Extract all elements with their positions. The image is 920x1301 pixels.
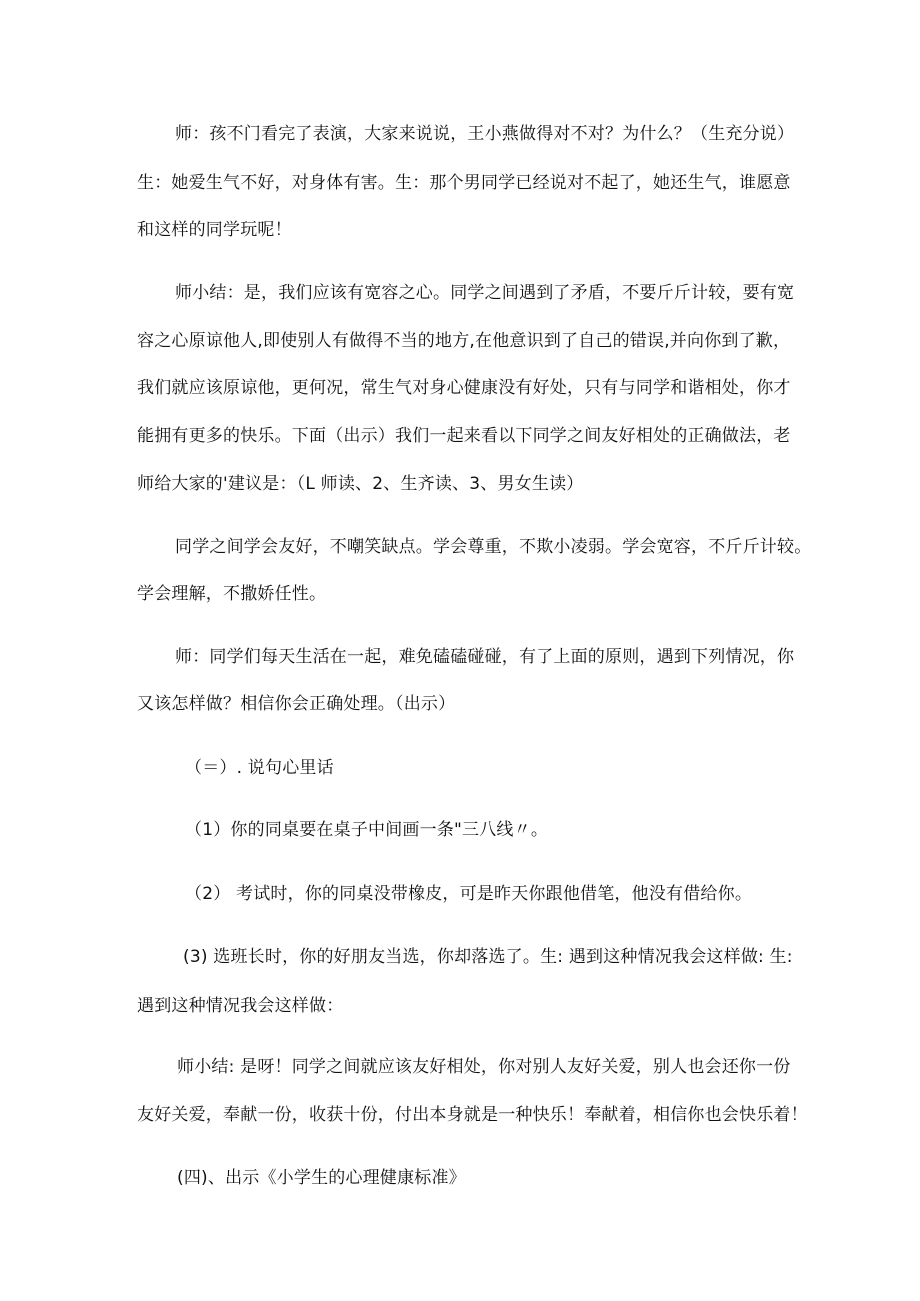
- paragraph-2-line-2: 容之心原谅他人,即使别人有做得不当的地方,在他意识到了自己的错误,并向你到了歉，: [137, 331, 791, 351]
- list-item-2: （2） 考试时，你的同桌没带橡皮，可是昨天你跟他借笔，他没有借给你。: [185, 884, 753, 904]
- list-item-3-line-2: 遇到这种情况我会这样做：: [137, 996, 344, 1016]
- paragraph-4-line-1: 师：同学们每天生活在一起，难免磕磕碰碰，有了上面的原则，遇到下列情况，你: [175, 647, 795, 667]
- paragraph-1-line-3: 和这样的同学玩呢！: [137, 220, 292, 240]
- section-heading-4: (四)、出示《小学生的心理健康标准》: [177, 1168, 466, 1188]
- paragraph-4-line-2: 又该怎样做？相信你会正确处理。（出示）: [137, 694, 456, 714]
- paragraph-3-line-2: 学会理解，不撒娇任性。: [137, 584, 327, 604]
- paragraph-5-line-1: 师小结: 是呀！同学之间就应该友好相处，你对别人友好关爱，别人也会还你一份: [177, 1057, 791, 1077]
- paragraph-5-line-2: 友好关爱，奉献一份，收获十份，付出本身就是一种快乐！奉献着，相信你也会快乐着！: [137, 1105, 808, 1125]
- paragraph-3-line-1: 同学之间学会友好，不嘲笑缺点。学会尊重，不欺小凌弱。学会宽容，不斤斤计较。: [175, 537, 812, 557]
- list-item-3-line-1: (3) 选班长时，你的好朋友当选，你却落选了。生: 遇到这种情况我会这样做: 生:: [183, 947, 793, 967]
- paragraph-2-line-3: 我们就应该原谅他，更何况，常生气对身心健康没有好处，只有与同学和谐相处，你才: [137, 378, 791, 398]
- paragraph-1-line-1: 师：孩不门看完了表演，大家来说说，王小燕做得对不对？为什么？（生充分说）: [175, 124, 795, 144]
- paragraph-2-line-1: 师小结：是，我们应该有宽容之心。同学之间遇到了矛盾，不要斤斤计较，要有宽: [175, 283, 795, 303]
- paragraph-1-line-2: 生：她爱生气不好，对身体有害。生：那个男同学已经说对不起了，她还生气，谁愿意: [137, 173, 791, 193]
- paragraph-2-line-5: 师给大家的'建议是：（L 师读、2、生齐读、3、男女生读）: [137, 474, 584, 494]
- list-item-1: （1）你的同桌要在桌子中间画一条"三八线〃。: [185, 820, 549, 840]
- paragraph-2-line-4: 能拥有更多的快乐。下面（出示）我们一起来看以下同学之间友好相处的正确做法，老: [137, 426, 791, 446]
- section-heading-3: （＝）. 说句心里话: [185, 758, 334, 778]
